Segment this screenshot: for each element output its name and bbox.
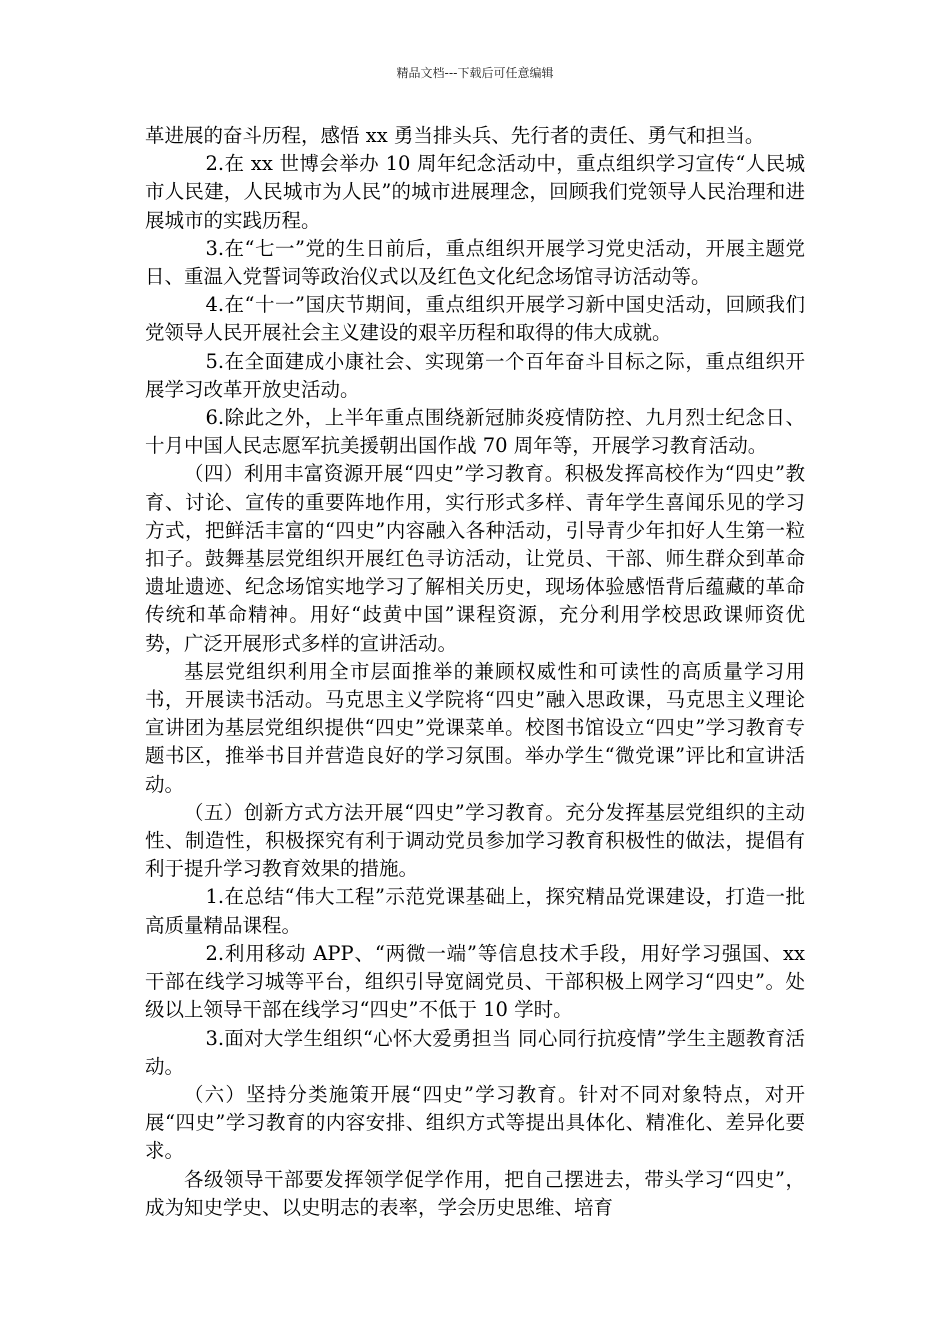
document-body [145, 122, 805, 1222]
paragraph-9: （五）创新方式方法开展“四史”学习教育。充分发挥基层党组织的主动性、制造性，积极探究有利于调动党员参加学习教育积极性的做法，提倡有利于提升学习教育效果的措施。 [145, 800, 805, 881]
paragraph-14: 各级领导干部要发挥领学促学作用，把自己摆进去，带头学习“四史”，成为知史学史、以史明志的表率，学会历史思维、培育 [145, 1167, 805, 1219]
paragraph-11: 2.利用移动 APP、“两微一端”等信息技术手段，用好学习强国、xx 干部在线学习城等平台，组织引导宽阔党员、干部积极上网学习“四史”。处级以上领导干部在线学习“四史”不低于 10 学时。 [145, 941, 805, 1022]
paragraph-10: 1.在总结“伟大工程”示范党课基础上，探究精品党课建设，打造一批高质量精品课程。 [145, 885, 805, 937]
paragraph-12: 3.面对大学生组织“心怀大爱勇担当 同心同行抗疫情”学生主题教育活动。 [145, 1026, 805, 1078]
paragraph-13: （六）坚持分类施策开展“四史”学习教育。针对不同对象特点，对开展“四史”学习教育的内容安排、组织方式等提出具体化、精准化、差异化要求。 [145, 1082, 805, 1163]
paragraph-7: （四）利用丰富资源开展“四史”学习教育。积极发挥高校作为“四史”教育、讨论、宣传的重要阵地作用，实行形式多样、青年学生喜闻乐见的学习方式，把鲜活丰富的“四史”内容融入各种活动，引导青少年扣好人生第一粒扣子。鼓舞基层党组织开展红色寻访活动，让党员、干部、师生群众到革命遗址遗迹、纪念场馆实地学习了解相关历史，现场体验感悟背后蕴藏的革命传统和革命精神。用好“歧黄中国”课程资源，充分利用学校思政课师资优势，广泛开展形式多样的宣讲活动。 [145, 462, 805, 655]
paragraph-5: 5.在全面建成小康社会、实现第一个百年奋斗目标之际，重点组织开展学习改革开放史活动。 [145, 349, 805, 401]
page-header: 精品文档---下载后可任意编辑 [396, 66, 554, 80]
paragraph-6: 6.除此之外，上半年重点围绕新冠肺炎疫情防控、九月烈士纪念日、十月中国人民志愿军抗美援朝出国作战 70 周年等，开展学习教育活动。 [145, 406, 805, 458]
paragraph-4: 4.在“十一”国庆节期间，重点组织开展学习新中国史活动，回顾我们党领导人民开展社会主义建设的艰辛历程和取得的伟大成就。 [145, 293, 805, 345]
paragraph-1: 革进展的奋斗历程，感悟 xx 勇当排头兵、先行者的责任、勇气和担当。 [145, 124, 765, 147]
paragraph-8: 基层党组织利用全市层面推举的兼顾权威性和可读性的高质量学习用书，开展读书活动。马克思主义学院将“四史”融入思政课，马克思主义理论宣讲团为基层党组织提供“四史”党课菜单。校图书馆设立“四史”学习教育专题书区，推举书目并营造良好的学习氛围。举办学生“微党课”评比和宣讲活动。 [145, 659, 805, 796]
paragraph-3: 3.在“七一”党的生日前后，重点组织开展学习党史活动，开展主题党日、重温入党誓词等政治仪式以及红色文化纪念场馆寻访活动等。 [145, 236, 805, 289]
paragraph-2: 2.在 xx 世博会举办 10 周年纪念活动中，重点组织学习宣传“人民城市人民建，人民城市为人民”的城市进展理念，回顾我们党领导人民治理和进展城市的实践历程。 [145, 152, 805, 232]
